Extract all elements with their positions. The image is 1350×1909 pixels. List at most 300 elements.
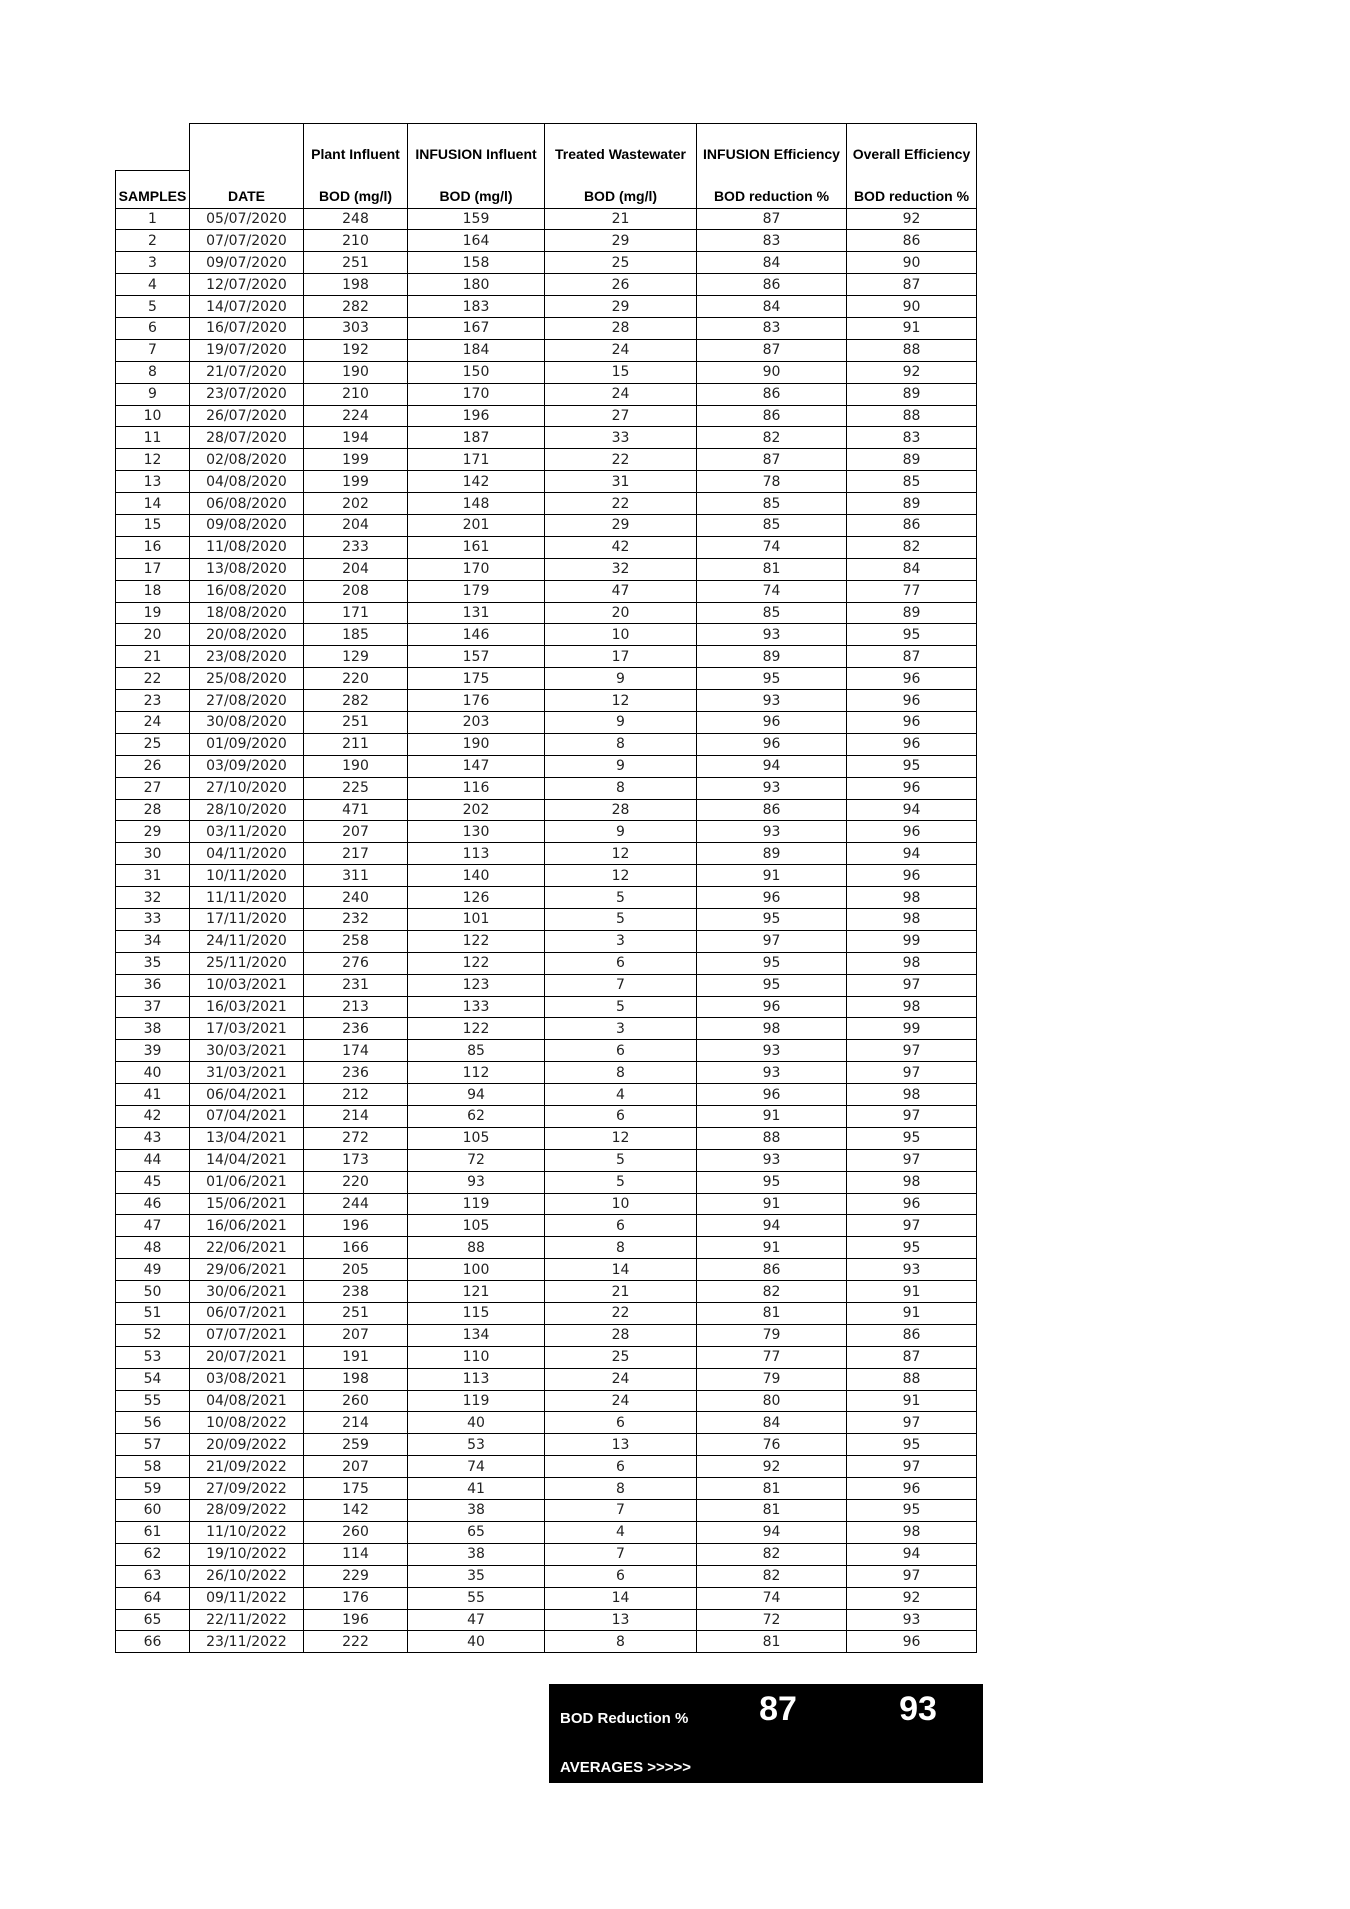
plant-influent-bod-cell: 251 (304, 1303, 408, 1325)
treated-wastewater-bod-cell: 6 (545, 1412, 697, 1434)
infusion-efficiency-cell: 86 (697, 1259, 847, 1281)
overall-efficiency-cell: 93 (847, 1259, 977, 1281)
infusion-influent-bod-cell: 175 (408, 668, 545, 690)
date-cell: 19/07/2020 (190, 339, 304, 361)
sample-number-cell: 57 (116, 1434, 190, 1456)
treated-wastewater-bod-cell: 32 (545, 558, 697, 580)
infusion-efficiency-cell: 93 (697, 821, 847, 843)
treated-wastewater-bod-cell: 14 (545, 1259, 697, 1281)
infusion-efficiency-cell: 91 (697, 1193, 847, 1215)
infusion-influent-bod-cell: 94 (408, 1084, 545, 1106)
header-unit-overall-eff: BOD reduction % (847, 170, 977, 208)
treated-wastewater-bod-cell: 12 (545, 865, 697, 887)
sample-number-cell: 25 (116, 733, 190, 755)
header-samples: SAMPLES (116, 170, 190, 208)
treated-wastewater-bod-cell: 9 (545, 711, 697, 733)
infusion-efficiency-cell: 93 (697, 1062, 847, 1084)
sample-number-cell: 22 (116, 668, 190, 690)
treated-wastewater-bod-cell: 6 (545, 1106, 697, 1128)
table-row (116, 1346, 977, 1368)
infusion-efficiency-cell: 93 (697, 690, 847, 712)
table-row (116, 1215, 977, 1237)
sample-number-cell: 58 (116, 1456, 190, 1478)
plant-influent-bod-cell: 175 (304, 1478, 408, 1500)
sample-number-cell: 6 (116, 317, 190, 339)
date-cell: 06/07/2021 (190, 1303, 304, 1325)
plant-influent-bod-cell: 240 (304, 887, 408, 909)
infusion-influent-bod-cell: 130 (408, 821, 545, 843)
treated-wastewater-bod-cell: 20 (545, 602, 697, 624)
overall-efficiency-cell: 89 (847, 602, 977, 624)
infusion-influent-bod-cell: 105 (408, 1215, 545, 1237)
overall-efficiency-cell: 77 (847, 580, 977, 602)
infusion-efficiency-cell: 74 (697, 580, 847, 602)
sample-number-cell: 48 (116, 1237, 190, 1259)
treated-wastewater-bod-cell: 14 (545, 1587, 697, 1609)
infusion-efficiency-cell: 81 (697, 1631, 847, 1653)
sample-number-cell: 24 (116, 711, 190, 733)
overall-efficiency-cell: 99 (847, 930, 977, 952)
date-cell: 28/07/2020 (190, 427, 304, 449)
header-blank-cell (116, 124, 190, 171)
treated-wastewater-bod-cell: 6 (545, 1456, 697, 1478)
infusion-influent-bod-cell: 105 (408, 1127, 545, 1149)
plant-influent-bod-cell: 260 (304, 1521, 408, 1543)
table-row (116, 865, 977, 887)
infusion-efficiency-cell: 91 (697, 865, 847, 887)
treated-wastewater-bod-cell: 12 (545, 1127, 697, 1149)
infusion-efficiency-cell: 77 (697, 1346, 847, 1368)
plant-influent-bod-cell: 213 (304, 996, 408, 1018)
date-cell: 27/08/2020 (190, 690, 304, 712)
plant-influent-bod-cell: 214 (304, 1412, 408, 1434)
table-row (116, 1084, 977, 1106)
table-row (116, 1259, 977, 1281)
header-unit-treated: BOD (mg/l) (545, 170, 697, 208)
sample-number-cell: 19 (116, 602, 190, 624)
table-row (116, 296, 977, 318)
sample-number-cell: 20 (116, 624, 190, 646)
treated-wastewater-bod-cell: 3 (545, 1018, 697, 1040)
infusion-efficiency-cell: 85 (697, 493, 847, 515)
date-cell: 20/08/2020 (190, 624, 304, 646)
plant-influent-bod-cell: 199 (304, 471, 408, 493)
infusion-influent-bod-cell: 161 (408, 536, 545, 558)
header-date-top-cell (190, 124, 304, 171)
infusion-efficiency-cell: 74 (697, 1587, 847, 1609)
sample-number-cell: 5 (116, 296, 190, 318)
plant-influent-bod-cell: 207 (304, 821, 408, 843)
overall-efficiency-cell: 97 (847, 1412, 977, 1434)
header-infusion-influent: INFUSION Influent (408, 124, 545, 171)
plant-influent-bod-cell: 194 (304, 427, 408, 449)
infusion-influent-bod-cell: 62 (408, 1106, 545, 1128)
plant-influent-bod-cell: 210 (304, 383, 408, 405)
table-row (116, 317, 977, 339)
treated-wastewater-bod-cell: 5 (545, 1149, 697, 1171)
infusion-efficiency-cell: 84 (697, 252, 847, 274)
overall-efficiency-cell: 82 (847, 536, 977, 558)
infusion-efficiency-cell: 86 (697, 383, 847, 405)
infusion-efficiency-cell: 80 (697, 1390, 847, 1412)
infusion-influent-bod-cell: 179 (408, 580, 545, 602)
date-cell: 11/08/2020 (190, 536, 304, 558)
plant-influent-bod-cell: 276 (304, 952, 408, 974)
date-cell: 01/09/2020 (190, 733, 304, 755)
header-treated-wastewater: Treated Wastewater (545, 124, 697, 171)
sample-number-cell: 17 (116, 558, 190, 580)
infusion-influent-bod-cell: 53 (408, 1434, 545, 1456)
treated-wastewater-bod-cell: 24 (545, 1368, 697, 1390)
infusion-efficiency-cell: 82 (697, 1543, 847, 1565)
treated-wastewater-bod-cell: 33 (545, 427, 697, 449)
overall-efficiency-cell: 95 (847, 1127, 977, 1149)
overall-efficiency-cell: 98 (847, 909, 977, 931)
treated-wastewater-bod-cell: 31 (545, 471, 697, 493)
treated-wastewater-bod-cell: 4 (545, 1521, 697, 1543)
plant-influent-bod-cell: 114 (304, 1543, 408, 1565)
infusion-influent-bod-cell: 170 (408, 558, 545, 580)
treated-wastewater-bod-cell: 9 (545, 755, 697, 777)
overall-efficiency-cell: 97 (847, 1040, 977, 1062)
infusion-efficiency-cell: 91 (697, 1237, 847, 1259)
infusion-efficiency-cell: 81 (697, 1303, 847, 1325)
header-row-2 (116, 170, 977, 208)
table-row (116, 1631, 977, 1653)
overall-efficiency-cell: 98 (847, 887, 977, 909)
sample-number-cell: 30 (116, 843, 190, 865)
sample-number-cell: 50 (116, 1281, 190, 1303)
date-cell: 30/08/2020 (190, 711, 304, 733)
overall-efficiency-cell: 92 (847, 208, 977, 230)
treated-wastewater-bod-cell: 28 (545, 317, 697, 339)
sample-number-cell: 21 (116, 646, 190, 668)
infusion-efficiency-cell: 86 (697, 274, 847, 296)
infusion-influent-bod-cell: 148 (408, 493, 545, 515)
table-row (116, 274, 977, 296)
treated-wastewater-bod-cell: 25 (545, 252, 697, 274)
date-cell: 21/07/2020 (190, 361, 304, 383)
infusion-influent-bod-cell: 40 (408, 1631, 545, 1653)
date-cell: 10/08/2022 (190, 1412, 304, 1434)
table-row (116, 624, 977, 646)
table-row (116, 887, 977, 909)
date-cell: 27/09/2022 (190, 1478, 304, 1500)
infusion-influent-bod-cell: 110 (408, 1346, 545, 1368)
infusion-influent-bod-cell: 170 (408, 383, 545, 405)
treated-wastewater-bod-cell: 6 (545, 952, 697, 974)
overall-efficiency-cell: 97 (847, 1062, 977, 1084)
date-cell: 02/08/2020 (190, 449, 304, 471)
overall-efficiency-cell: 95 (847, 755, 977, 777)
infusion-efficiency-cell: 92 (697, 1456, 847, 1478)
sample-number-cell: 65 (116, 1609, 190, 1631)
table-row (116, 536, 977, 558)
plant-influent-bod-cell: 251 (304, 711, 408, 733)
infusion-influent-bod-cell: 159 (408, 208, 545, 230)
table-row (116, 909, 977, 931)
table-row (116, 471, 977, 493)
infusion-efficiency-cell: 85 (697, 514, 847, 536)
treated-wastewater-bod-cell: 22 (545, 493, 697, 515)
treated-wastewater-bod-cell: 25 (545, 1346, 697, 1368)
overall-efficiency-cell: 98 (847, 952, 977, 974)
date-cell: 03/09/2020 (190, 755, 304, 777)
overall-efficiency-cell: 96 (847, 1193, 977, 1215)
treated-wastewater-bod-cell: 22 (545, 1303, 697, 1325)
sample-number-cell: 16 (116, 536, 190, 558)
overall-efficiency-cell: 86 (847, 230, 977, 252)
table-row (116, 668, 977, 690)
infusion-efficiency-cell: 78 (697, 471, 847, 493)
table-row (116, 602, 977, 624)
treated-wastewater-bod-cell: 7 (545, 974, 697, 996)
infusion-influent-bod-cell: 74 (408, 1456, 545, 1478)
average-overall-reduction: 93 (899, 1690, 937, 1728)
plant-influent-bod-cell: 174 (304, 1040, 408, 1062)
date-cell: 04/11/2020 (190, 843, 304, 865)
sample-number-cell: 1 (116, 208, 190, 230)
header-plant-influent: Plant Influent (304, 124, 408, 171)
overall-efficiency-cell: 84 (847, 558, 977, 580)
plant-influent-bod-cell: 191 (304, 1346, 408, 1368)
table-row (116, 690, 977, 712)
infusion-efficiency-cell: 91 (697, 1106, 847, 1128)
date-cell: 23/08/2020 (190, 646, 304, 668)
treated-wastewater-bod-cell: 8 (545, 1631, 697, 1653)
table-row (116, 1018, 977, 1040)
date-cell: 05/07/2020 (190, 208, 304, 230)
plant-influent-bod-cell: 282 (304, 690, 408, 712)
overall-efficiency-cell: 91 (847, 1303, 977, 1325)
sample-number-cell: 31 (116, 865, 190, 887)
infusion-influent-bod-cell: 171 (408, 449, 545, 471)
treated-wastewater-bod-cell: 5 (545, 909, 697, 931)
overall-efficiency-cell: 94 (847, 1543, 977, 1565)
infusion-influent-bod-cell: 115 (408, 1303, 545, 1325)
infusion-efficiency-cell: 94 (697, 1215, 847, 1237)
date-cell: 23/11/2022 (190, 1631, 304, 1653)
treated-wastewater-bod-cell: 29 (545, 514, 697, 536)
plant-influent-bod-cell: 190 (304, 361, 408, 383)
plant-influent-bod-cell: 282 (304, 296, 408, 318)
overall-efficiency-cell: 96 (847, 777, 977, 799)
infusion-efficiency-cell: 82 (697, 1281, 847, 1303)
overall-efficiency-cell: 85 (847, 471, 977, 493)
table-row (116, 821, 977, 843)
date-cell: 14/07/2020 (190, 296, 304, 318)
table-row (116, 1543, 977, 1565)
sample-number-cell: 7 (116, 339, 190, 361)
plant-influent-bod-cell: 232 (304, 909, 408, 931)
infusion-influent-bod-cell: 201 (408, 514, 545, 536)
date-cell: 20/07/2021 (190, 1346, 304, 1368)
infusion-efficiency-cell: 93 (697, 777, 847, 799)
plant-influent-bod-cell: 224 (304, 405, 408, 427)
infusion-efficiency-cell: 74 (697, 536, 847, 558)
sample-number-cell: 26 (116, 755, 190, 777)
plant-influent-bod-cell: 129 (304, 646, 408, 668)
averages-label: BOD Reduction % (560, 1710, 689, 1727)
overall-efficiency-cell: 96 (847, 668, 977, 690)
table-row (116, 711, 977, 733)
infusion-influent-bod-cell: 203 (408, 711, 545, 733)
date-cell: 25/08/2020 (190, 668, 304, 690)
overall-efficiency-cell: 89 (847, 383, 977, 405)
infusion-influent-bod-cell: 196 (408, 405, 545, 427)
date-cell: 07/07/2020 (190, 230, 304, 252)
infusion-efficiency-cell: 89 (697, 843, 847, 865)
treated-wastewater-bod-cell: 47 (545, 580, 697, 602)
plant-influent-bod-cell: 217 (304, 843, 408, 865)
infusion-influent-bod-cell: 112 (408, 1062, 545, 1084)
date-cell: 30/06/2021 (190, 1281, 304, 1303)
infusion-efficiency-cell: 95 (697, 952, 847, 974)
overall-efficiency-cell: 96 (847, 865, 977, 887)
treated-wastewater-bod-cell: 8 (545, 1237, 697, 1259)
date-cell: 26/10/2022 (190, 1565, 304, 1587)
date-cell: 04/08/2021 (190, 1390, 304, 1412)
infusion-efficiency-cell: 87 (697, 449, 847, 471)
date-cell: 20/09/2022 (190, 1434, 304, 1456)
overall-efficiency-cell: 88 (847, 339, 977, 361)
overall-efficiency-cell: 98 (847, 996, 977, 1018)
table-row (116, 1478, 977, 1500)
date-cell: 06/08/2020 (190, 493, 304, 515)
table-row (116, 1193, 977, 1215)
infusion-influent-bod-cell: 123 (408, 974, 545, 996)
treated-wastewater-bod-cell: 24 (545, 339, 697, 361)
infusion-efficiency-cell: 85 (697, 602, 847, 624)
sample-number-cell: 33 (116, 909, 190, 931)
date-cell: 01/06/2021 (190, 1171, 304, 1193)
sample-number-cell: 10 (116, 405, 190, 427)
sample-number-cell: 44 (116, 1149, 190, 1171)
sample-number-cell: 28 (116, 799, 190, 821)
date-cell: 29/06/2021 (190, 1259, 304, 1281)
infusion-influent-bod-cell: 38 (408, 1543, 545, 1565)
table-row (116, 1062, 977, 1084)
table-row (116, 208, 977, 230)
infusion-influent-bod-cell: 126 (408, 887, 545, 909)
infusion-efficiency-cell: 89 (697, 646, 847, 668)
treated-wastewater-bod-cell: 5 (545, 887, 697, 909)
treated-wastewater-bod-cell: 24 (545, 1390, 697, 1412)
plant-influent-bod-cell: 192 (304, 339, 408, 361)
sample-number-cell: 36 (116, 974, 190, 996)
date-cell: 06/04/2021 (190, 1084, 304, 1106)
plant-influent-bod-cell: 225 (304, 777, 408, 799)
overall-efficiency-cell: 91 (847, 1281, 977, 1303)
overall-efficiency-cell: 96 (847, 690, 977, 712)
infusion-influent-bod-cell: 121 (408, 1281, 545, 1303)
plant-influent-bod-cell: 171 (304, 602, 408, 624)
infusion-influent-bod-cell: 140 (408, 865, 545, 887)
sample-number-cell: 47 (116, 1215, 190, 1237)
date-cell: 22/06/2021 (190, 1237, 304, 1259)
treated-wastewater-bod-cell: 21 (545, 1281, 697, 1303)
infusion-efficiency-cell: 90 (697, 361, 847, 383)
sample-number-cell: 8 (116, 361, 190, 383)
sample-number-cell: 53 (116, 1346, 190, 1368)
treated-wastewater-bod-cell: 7 (545, 1543, 697, 1565)
table-row (116, 580, 977, 602)
sample-number-cell: 34 (116, 930, 190, 952)
plant-influent-bod-cell: 212 (304, 1084, 408, 1106)
sample-number-cell: 42 (116, 1106, 190, 1128)
treated-wastewater-bod-cell: 6 (545, 1215, 697, 1237)
date-cell: 16/06/2021 (190, 1215, 304, 1237)
sample-number-cell: 41 (116, 1084, 190, 1106)
plant-influent-bod-cell: 236 (304, 1062, 408, 1084)
plant-influent-bod-cell: 185 (304, 624, 408, 646)
infusion-efficiency-cell: 96 (697, 887, 847, 909)
infusion-efficiency-cell: 94 (697, 1521, 847, 1543)
overall-efficiency-cell: 96 (847, 1631, 977, 1653)
header-unit-infusion: BOD (mg/l) (408, 170, 545, 208)
overall-efficiency-cell: 93 (847, 1609, 977, 1631)
overall-efficiency-cell: 94 (847, 799, 977, 821)
overall-efficiency-cell: 88 (847, 405, 977, 427)
treated-wastewater-bod-cell: 4 (545, 1084, 697, 1106)
infusion-influent-bod-cell: 142 (408, 471, 545, 493)
overall-efficiency-cell: 90 (847, 296, 977, 318)
sample-number-cell: 62 (116, 1543, 190, 1565)
overall-efficiency-cell: 89 (847, 449, 977, 471)
infusion-efficiency-cell: 96 (697, 996, 847, 1018)
plant-influent-bod-cell: 204 (304, 514, 408, 536)
date-cell: 09/11/2022 (190, 1587, 304, 1609)
table-row (116, 405, 977, 427)
overall-efficiency-cell: 91 (847, 317, 977, 339)
sample-number-cell: 63 (116, 1565, 190, 1587)
date-cell: 17/03/2021 (190, 1018, 304, 1040)
table-row (116, 1521, 977, 1543)
infusion-influent-bod-cell: 72 (408, 1149, 545, 1171)
date-cell: 13/08/2020 (190, 558, 304, 580)
infusion-efficiency-cell: 93 (697, 1149, 847, 1171)
table-row (116, 558, 977, 580)
infusion-efficiency-cell: 81 (697, 558, 847, 580)
overall-efficiency-cell: 87 (847, 646, 977, 668)
date-cell: 17/11/2020 (190, 909, 304, 931)
treated-wastewater-bod-cell: 10 (545, 1193, 697, 1215)
treated-wastewater-bod-cell: 28 (545, 1324, 697, 1346)
date-cell: 26/07/2020 (190, 405, 304, 427)
infusion-influent-bod-cell: 100 (408, 1259, 545, 1281)
infusion-efficiency-cell: 95 (697, 668, 847, 690)
table-row (116, 427, 977, 449)
plant-influent-bod-cell: 251 (304, 252, 408, 274)
plant-influent-bod-cell: 199 (304, 449, 408, 471)
plant-influent-bod-cell: 204 (304, 558, 408, 580)
infusion-efficiency-cell: 86 (697, 405, 847, 427)
date-cell: 09/08/2020 (190, 514, 304, 536)
table-row (116, 755, 977, 777)
plant-influent-bod-cell: 311 (304, 865, 408, 887)
table-row (116, 230, 977, 252)
overall-efficiency-cell: 96 (847, 733, 977, 755)
sample-number-cell: 60 (116, 1500, 190, 1522)
plant-influent-bod-cell: 236 (304, 1018, 408, 1040)
infusion-efficiency-cell: 83 (697, 317, 847, 339)
table-row (116, 361, 977, 383)
plant-influent-bod-cell: 244 (304, 1193, 408, 1215)
bod-table (115, 123, 977, 1653)
overall-efficiency-cell: 97 (847, 1215, 977, 1237)
table-row (116, 1390, 977, 1412)
date-cell: 23/07/2020 (190, 383, 304, 405)
